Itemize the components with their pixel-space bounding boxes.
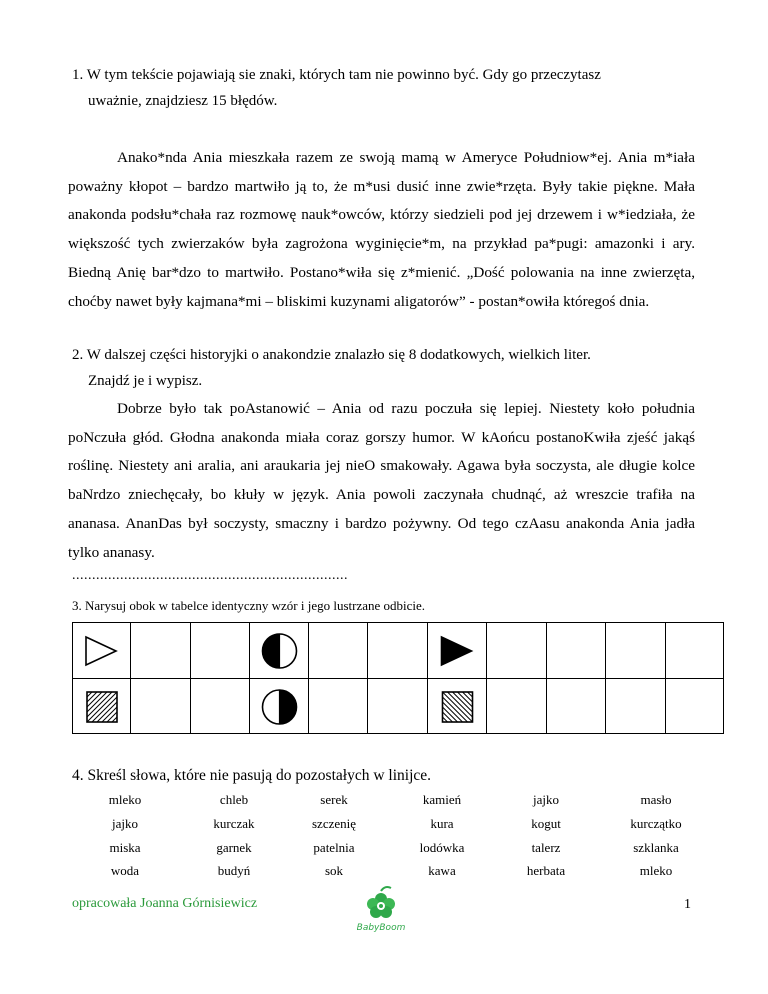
word-item[interactable]: szklanka <box>633 840 679 855</box>
word-row <box>72 792 692 814</box>
word-item[interactable]: kura <box>430 816 454 831</box>
q2-paragraph: Dobrze było tak poAstanowić – Ania od razu poczuła się lepiej. Niestety koło południa poNczuła głód. Głodna anakonda miała coraz gorszy humor. W kAońcu postanoKwiła zjeść jakąś roślinę. Niestety ani aralia, ani araukaria jej nieO smakowały. Agawa była soczysta, ale długie kolce baNrdzo zniechęcały, bo kłuły w język. Ania powoli zaczynała chudnąć, aż wreszcie trafiła na ananasa. AnanDas był soczysty, smaczny i bardzo pożywny. Od tego czAasu anakonda Ania jadła tylko ananasy. <box>68 400 695 561</box>
triangle-filled-icon <box>428 623 487 679</box>
q1-title-line2: uważnie, znajdziesz 15 błędów. <box>88 93 278 109</box>
word-item[interactable]: kurczątko <box>630 816 682 831</box>
pattern-cell-empty[interactable] <box>190 678 249 734</box>
pattern-cell-empty[interactable] <box>665 622 724 678</box>
word-item[interactable]: mleko <box>639 863 673 878</box>
word-row <box>72 863 692 885</box>
word-item[interactable]: talerz <box>531 840 561 855</box>
word-item[interactable]: kawa <box>428 863 456 878</box>
word-item[interactable]: jajko <box>112 816 138 831</box>
pattern-cell-square-hatched-right <box>72 678 130 734</box>
pattern-cell-empty[interactable] <box>130 622 190 678</box>
word-item[interactable]: szczenię <box>311 816 357 831</box>
square-hatched-left-icon <box>428 679 487 735</box>
q4-title: 4. Skreśl słowa, które nie pasują do pozostałych w linijce. <box>72 767 432 784</box>
pattern-cell-empty[interactable] <box>308 622 367 678</box>
page-number: 1 <box>684 897 691 912</box>
flower-logo-icon <box>357 885 405 935</box>
word-item[interactable]: mleko <box>108 792 142 807</box>
word-item[interactable]: jajko <box>533 792 559 807</box>
pattern-cell-empty[interactable] <box>546 622 605 678</box>
word-item[interactable]: garnek <box>216 840 252 855</box>
circle-half-right-icon <box>250 679 309 735</box>
square-hatched-right-icon <box>73 679 131 735</box>
pattern-cell-empty[interactable] <box>605 622 665 678</box>
q2-title-line2: Znajdź je i wypisz. <box>88 373 203 389</box>
word-item[interactable]: miska <box>109 840 141 855</box>
pattern-cell-empty[interactable] <box>665 678 724 734</box>
word-item[interactable]: kogut <box>531 816 561 831</box>
babyboom-logo <box>357 885 405 935</box>
word-item[interactable]: serek <box>320 792 348 807</box>
pattern-cell-empty[interactable] <box>486 622 546 678</box>
pattern-cell-triangle-outline <box>72 622 130 678</box>
pattern-cell-triangle-filled <box>427 622 486 678</box>
word-item[interactable]: kurczak <box>213 816 255 831</box>
q1-title-line1: 1. W tym tekście pojawiają sie znaki, których tam nie powinno być. Gdy go przeczytasz <box>72 67 601 83</box>
pattern-cell-empty[interactable] <box>130 678 190 734</box>
pattern-cell-empty[interactable] <box>605 678 665 734</box>
pattern-cell-circle-half-left <box>249 622 308 678</box>
triangle-outline-icon <box>73 623 131 679</box>
q2-title-line1: 2. W dalszej części historyjki o anakondzie znalazło się 8 dodatkowych, wielkich liter. <box>72 347 591 363</box>
q3-title: 3. Narysuj obok w tabelce identyczny wzór i jego lustrzane odbicie. <box>72 598 426 613</box>
word-item[interactable]: lodówka <box>419 840 465 855</box>
pattern-cell-empty[interactable] <box>308 678 367 734</box>
pattern-table <box>72 622 724 734</box>
word-item[interactable]: kamień <box>422 792 462 807</box>
q1-paragraph: Anako*nda Ania mieszkała razem ze swoją mamą w Ameryce Południow*ej. Ania m*iała poważny kłopot – bardzo martwiło ją to, że m*usi dusić inne zwie*rzęta. Były takie piękne. Mała anakonda podsłu*chała raz rozmowę nauk*owców, którzy siedzieli pod jej drzewem i w*iedziała, że większość tych zwierzaków była zagrożona wyginięcie*m, na przykład pa*pugi: amazonki i ary. Biedną Anię bar*dzo to martwiło. Postano*wiła się z*mienić. „Dość polowania na inne zwierzęta, choćby nawet były kajmana*mi – bliskimi kuzynami aligatorów” - postan*owiła któregoś dnia. <box>68 149 695 310</box>
circle-half-left-icon <box>250 623 309 679</box>
word-item[interactable]: sok <box>324 863 344 878</box>
svg-text:BabyBoom: BabyBoom <box>357 923 405 933</box>
pattern-cell-square-hatched-left <box>427 678 486 734</box>
word-item[interactable]: patelnia <box>313 840 355 855</box>
pattern-row <box>72 678 724 734</box>
pattern-cell-empty[interactable] <box>546 678 605 734</box>
pattern-cell-empty[interactable] <box>190 622 249 678</box>
word-item[interactable]: budyń <box>217 863 251 878</box>
word-item[interactable]: herbata <box>526 863 566 878</box>
footer-author: opracowała Joanna Górnisiewicz <box>72 896 258 911</box>
word-item[interactable]: masło <box>640 792 672 807</box>
word-item[interactable]: chleb <box>219 792 249 807</box>
pattern-cell-empty[interactable] <box>367 622 427 678</box>
pattern-row <box>72 622 724 678</box>
word-item[interactable]: woda <box>110 863 140 878</box>
pattern-cell-empty[interactable] <box>367 678 427 734</box>
word-row <box>72 816 692 838</box>
answer-dotted-line[interactable]: ..................................................................... <box>72 568 348 583</box>
pattern-cell-circle-half-right <box>249 678 308 734</box>
word-row <box>72 840 692 862</box>
pattern-cell-empty[interactable] <box>486 678 546 734</box>
